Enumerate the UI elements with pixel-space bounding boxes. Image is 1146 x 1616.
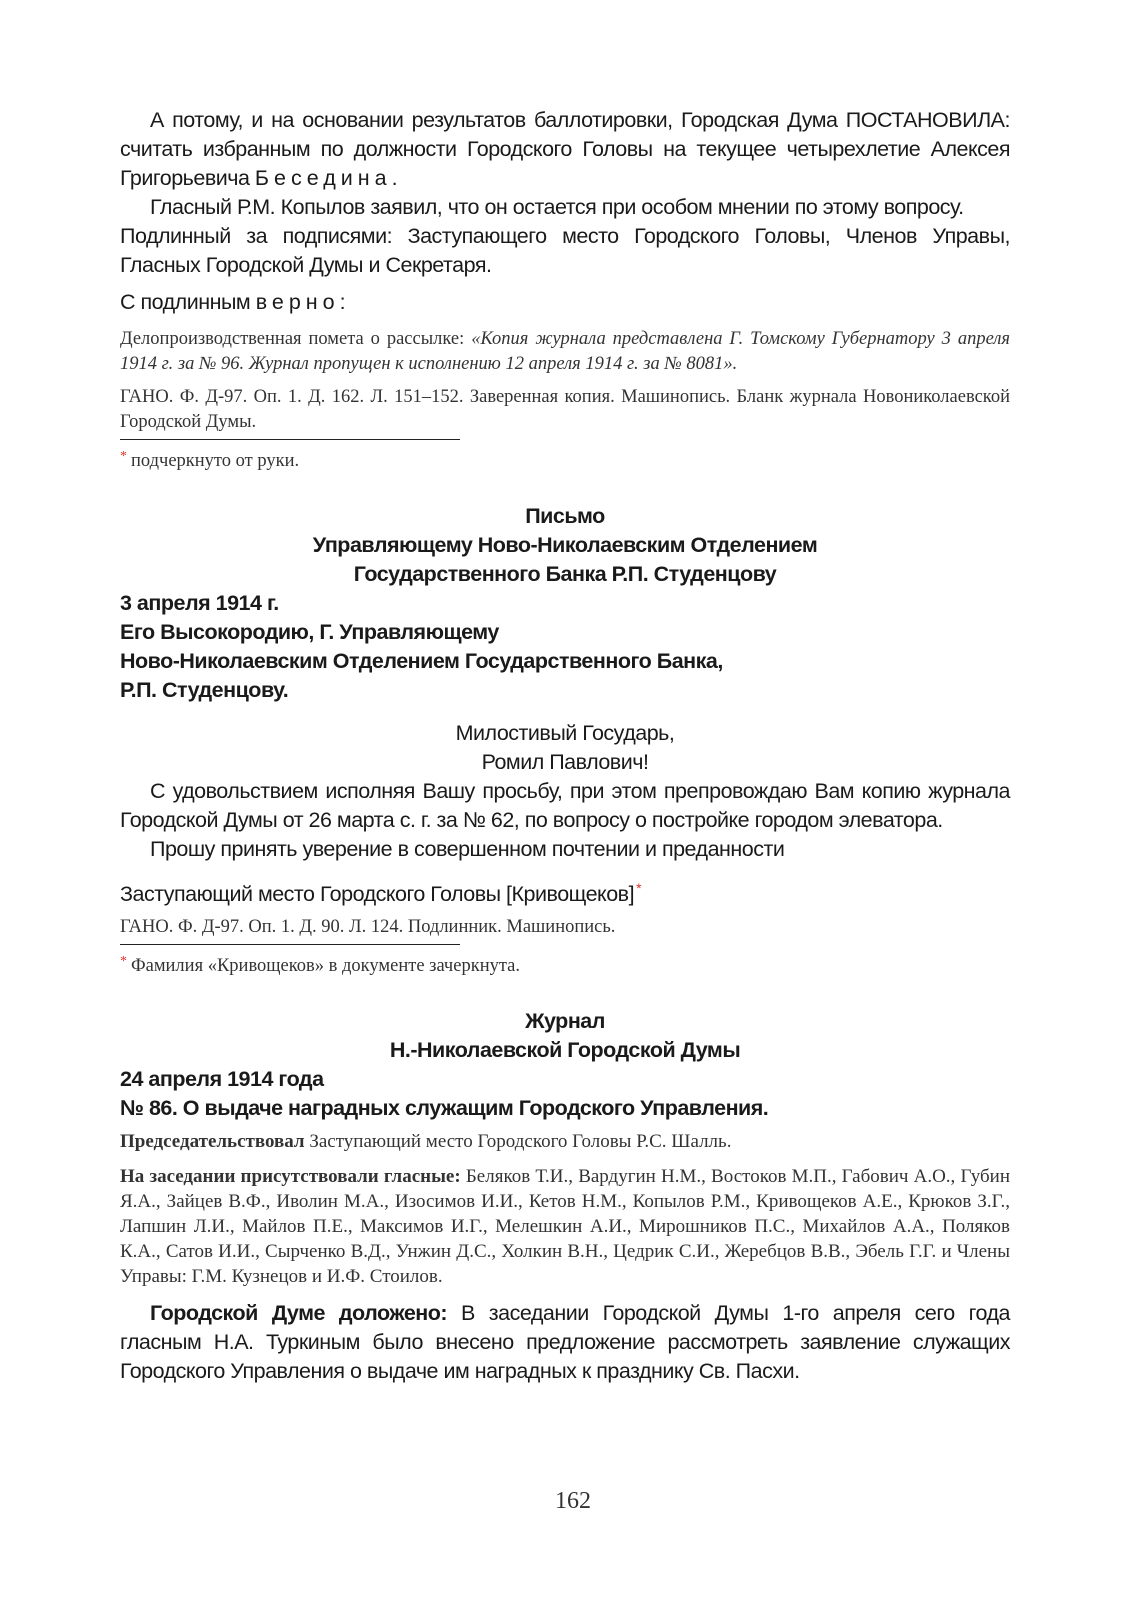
letter-address-2: Ново-Николаевским Отделением Государственного Банка, xyxy=(120,649,723,673)
letter-title-line3: Государственного Банка Р.П. Студенцову xyxy=(353,562,777,586)
document-page xyxy=(120,106,1010,1386)
letter-title-line2: Управляющему Ново-Николаевским Отделением xyxy=(312,533,818,557)
signatures-paragraph: Подлинный за подписями: Заступающего место Городского Головы, Членов Управы, Гласных Городской Думы и Секретаря. xyxy=(120,224,1010,277)
letter-body-1: С удовольствием исполняя Вашу просьбу, при этом препровождаю Вам копию журнала Городской Думы от 26 марта с. г. за № 62, по вопросу о постройке городом элеватора. xyxy=(120,779,1010,832)
journal-section xyxy=(120,1007,1010,1386)
letter-greeting-1: Милостивый Государь, xyxy=(455,721,675,745)
letter-title: Письмо xyxy=(525,504,605,528)
archive-source: ГАНО. Ф. Д-97. Оп. 1. Д. 162. Л. 151–152. Заверенная копия. Машинопись. Бланк журнала Новониколаевской Городской Думы. xyxy=(120,387,1010,432)
journal-chair: Председательствовал Заступающий место Городского Головы Р.С. Шалль. xyxy=(120,1131,732,1152)
letter-signature: Заступающий место Городского Головы [Кривощеков] * xyxy=(120,880,642,906)
journal-date: 24 апреля 1914 года xyxy=(120,1067,324,1091)
journal-reported: Городской Думе доложено: В заседании Городской Думы 1-го апреля сего года гласным Н.А. Туркиным было внесено предложение рассмотреть заявление служащих Городского Управления о выдаче им наградных к празднику Св. Пасхи. xyxy=(120,1301,1011,1383)
letter-section xyxy=(120,502,1010,979)
letter-date: 3 апреля 1914 г. xyxy=(120,591,279,615)
letter-footnote-rule xyxy=(120,944,460,945)
letter-source: ГАНО. Ф. Д-97. Оп. 1. Д. 90. Л. 124. Подлинник. Машинопись. xyxy=(120,917,616,937)
letter-greeting-2: Ромил Павлович! xyxy=(481,750,649,774)
page-number: 162 xyxy=(555,1488,591,1514)
copylov-paragraph: Гласный Р.М. Копылов заявил, что он остается при особом мнении по этому вопросу. xyxy=(150,195,964,219)
letter-address-3: Р.П. Студенцову. xyxy=(120,678,289,702)
journal-item: № 86. О выдаче наградных служащим Городского Управления. xyxy=(120,1096,769,1120)
journal-present: На заседании присутствовали гласные: Беляков Т.И., Вардугин Н.М., Востоков М.П., Габович А.О., Губин Я.А., Зайцев В.Ф., Иволин М.А., Изосимов И.И., Кетов Н.М., Копылов Р.М., Кривощеков А.Е., Крюков З.Г., Лапшин Л.И., Майлов П.Е., Максимов И.Г., Мелешкин А.И., Мирошников П.С., Михайлов А.А., Поляков К.А., Сатов И.И., Сырченко В.Д., Унжин Д.С., Холкин В.Н., Цедрик С.И., Жеребцов В.В., Эбель Г.Г. и Члены Управы: Г.М. Кузнецов и И.Ф. Стоилов. xyxy=(120,1166,1010,1287)
footnote: * подчеркнуто от руки. xyxy=(120,449,300,471)
footnote-rule xyxy=(120,439,460,440)
journal-title-line2: Н.-Николаевской Городской Думы xyxy=(389,1038,741,1062)
distribution-note: Делопроизводственная помета о рассылке: «Копия журнала представлена Г. Томскому Губернатору 3 апреля 1914 г. за № 96. Журнал пропущен к исполнению 12 апреля 1914 г. за № 8081». xyxy=(120,329,1011,374)
letter-address-1: Его Высокородию, Г. Управляющему xyxy=(120,620,499,644)
journal-title: Журнал xyxy=(525,1009,605,1033)
certify-line: С подлинным верно: xyxy=(120,290,351,314)
letter-body-2: Прошу принять уверение в совершенном почтении и преданности xyxy=(150,837,785,861)
resolution-paragraph: А потому, и на основании результатов баллотировки, Городская Дума ПОСТАНОВИЛА: считать избранным по должности Городского Головы на текущее четырехлетие Алексея Григорьевича Беседина. xyxy=(120,108,1010,190)
letter-footnote: * Фамилия «Кривощеков» в документе зачеркнута. xyxy=(120,954,520,976)
